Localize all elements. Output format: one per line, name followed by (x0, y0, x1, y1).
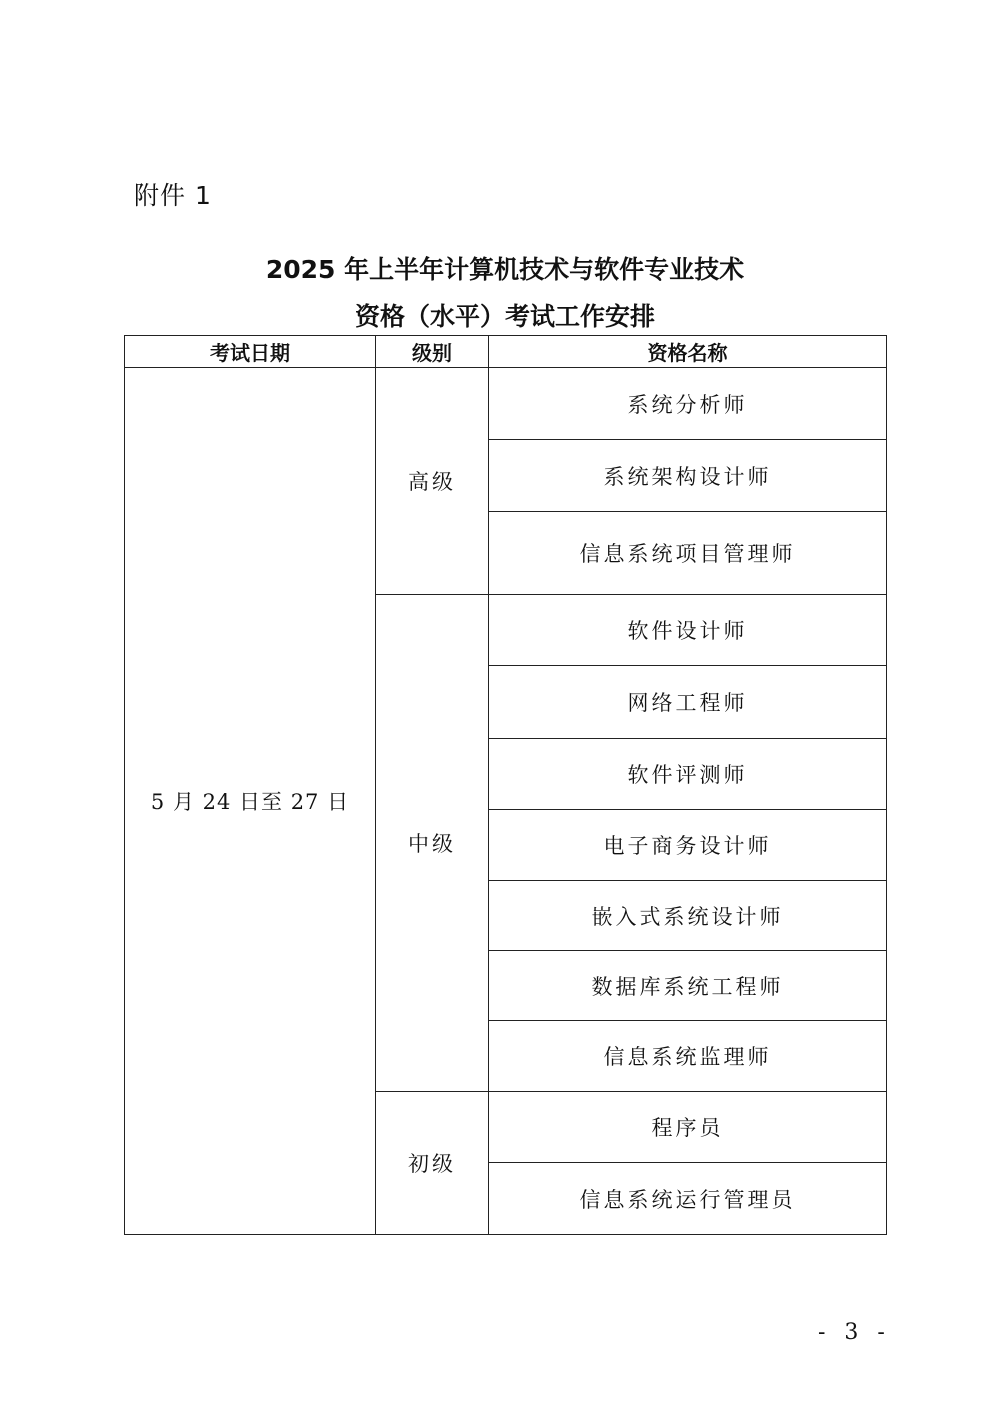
table-header-row (125, 336, 887, 368)
qualification-cell: 系统分析师 (489, 368, 887, 440)
qualification-cell: 程序员 (489, 1092, 887, 1163)
level-cell-senior: 高级 (376, 368, 489, 595)
qualification-cell: 嵌入式系统设计师 (489, 881, 887, 951)
document-title-line-2: 资格（水平）考试工作安排 (354, 302, 655, 331)
qualification-cell: 系统架构设计师 (489, 440, 887, 512)
qualification-cell: 电子商务设计师 (489, 810, 887, 881)
qualification-cell: 信息系统运行管理员 (489, 1163, 887, 1235)
qualification-cell: 软件评测师 (489, 739, 887, 810)
qualification-cell: 网络工程师 (489, 666, 887, 739)
qualification-cell: 信息系统监理师 (489, 1021, 887, 1092)
header-level: 级别 (376, 336, 489, 368)
qualification-cell: 软件设计师 (489, 595, 887, 666)
document-title-line-1: 2025 年上半年计算机技术与软件专业技术 (265, 255, 745, 284)
level-cell-intermediate: 中级 (376, 595, 489, 1092)
header-exam-date: 考试日期 (125, 336, 376, 368)
page-number: - 3 - (818, 1320, 891, 1345)
exam-date-cell: 5 月 24 日至 27 日 (125, 368, 376, 1235)
qualification-cell: 数据库系统工程师 (489, 951, 887, 1021)
qualification-cell: 信息系统项目管理师 (489, 512, 887, 595)
attachment-label: 附件 1 (134, 181, 212, 210)
exam-schedule-table (124, 335, 887, 1235)
level-cell-junior: 初级 (376, 1092, 489, 1235)
header-qualification-name: 资格名称 (489, 336, 887, 368)
table-row (125, 368, 887, 440)
